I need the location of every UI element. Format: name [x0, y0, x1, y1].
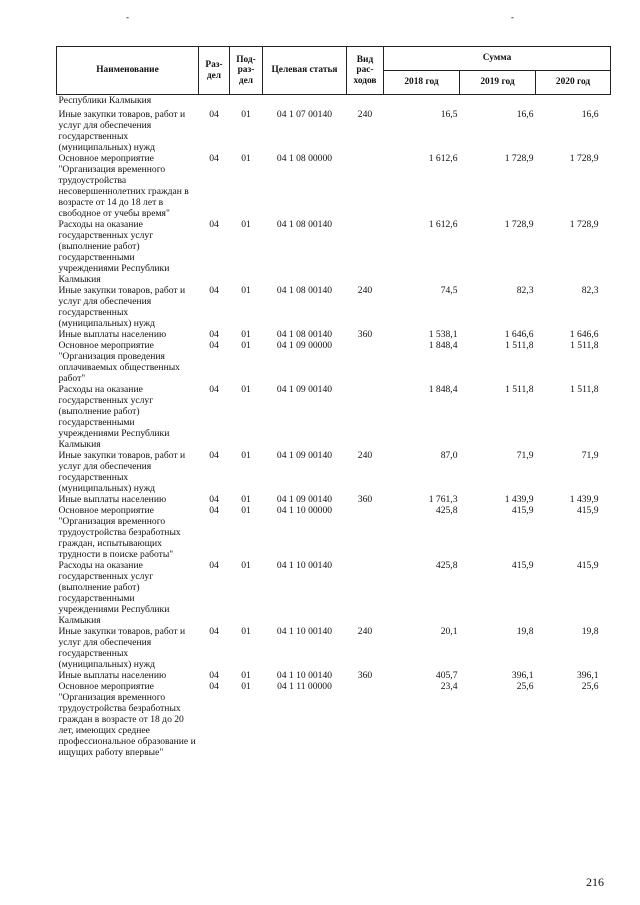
- row-podrazdel: 01: [241, 626, 251, 637]
- row-name: Основное мероприятие "Организация проведения оплачиваемых общественных работ": [58, 340, 180, 384]
- row-sum-2018: [384, 95, 460, 107]
- row-expense-type: 360: [357, 329, 373, 340]
- header-year-2018: 2018 год: [384, 71, 460, 95]
- row-sum-2020: 16,6: [581, 109, 599, 120]
- row-expense-type: [347, 681, 384, 758]
- row-sum-2019: 1 646,6: [504, 329, 534, 340]
- row-target-article: 04 1 08 00140: [276, 285, 333, 296]
- row-razdel: 04: [209, 670, 219, 681]
- row-razdel: 04: [209, 285, 219, 296]
- row-razdel: 04: [209, 153, 219, 164]
- row-sum-2019: 71,9: [516, 450, 534, 461]
- row-podrazdel: 01: [241, 219, 251, 230]
- row-sum-2018: 425,8: [435, 560, 458, 571]
- scan-mark-left: -: [126, 12, 129, 22]
- table-row: [57, 450, 611, 494]
- row-sum-2020: 1 728,9: [569, 153, 599, 164]
- table-row: [57, 505, 611, 560]
- row-target-article: 04 1 09 00000: [276, 340, 333, 351]
- row-sum-2020: 415,9: [576, 560, 599, 571]
- table-row: [57, 626, 611, 670]
- table-row: [57, 329, 611, 340]
- row-sum-2019: 415,9: [511, 560, 534, 571]
- row-name: Иные закупки товаров, работ и услуг для обеспечения государственных (муниципальных) нужд: [58, 109, 186, 153]
- row-podrazdel: 01: [241, 153, 251, 164]
- row-sum-2019: 16,6: [516, 109, 534, 120]
- header-expense-type: Вид рас- ходов: [347, 47, 384, 95]
- row-sum-2018: 405,7: [435, 670, 458, 681]
- row-sum-2019: 1 728,9: [504, 153, 534, 164]
- row-target-article: 04 1 09 00140: [276, 494, 333, 505]
- row-sum-2019: [460, 95, 536, 107]
- row-razdel: 04: [209, 681, 219, 692]
- row-razdel: 04: [209, 329, 219, 340]
- row-name: Расходы на оказание государственных услуг (выполнение работ) государственными учреждениями Республики Калмыкия: [58, 560, 170, 626]
- row-sum-2018: 1 848,4: [428, 340, 458, 351]
- row-podrazdel: 01: [241, 494, 251, 505]
- row-podrazdel: 01: [241, 681, 251, 692]
- table-row: [57, 681, 611, 758]
- row-expense-type: 360: [357, 670, 373, 681]
- table-row: [57, 384, 611, 450]
- row-sum-2019: 1 728,9: [504, 219, 534, 230]
- row-sum-2018: 1 612,6: [428, 219, 458, 230]
- row-razdel: 04: [209, 560, 219, 571]
- row-name: Расходы на оказание государственных услуг (выполнение работ) государственными учреждениями Республики Калмыкия: [58, 219, 170, 285]
- row-podrazdel: 01: [241, 109, 251, 120]
- row-sum-2018: 23,4: [440, 681, 458, 692]
- row-expense-type: [347, 560, 384, 626]
- row-name: Иные закупки товаров, работ и услуг для обеспечения государственных (муниципальных) нужд: [58, 285, 186, 329]
- header-name: Наименование: [57, 47, 199, 95]
- row-target-article: 04 1 10 00140: [276, 670, 333, 681]
- row-podrazdel: 01: [241, 670, 251, 681]
- row-sum-2020: 1 511,8: [570, 384, 599, 395]
- row-podrazdel: 01: [241, 285, 251, 296]
- table-row: [57, 340, 611, 384]
- row-target-article: 04 1 07 00140: [276, 109, 333, 120]
- row-name: Иные выплаты населению: [58, 494, 167, 505]
- row-sum-2020: 71,9: [581, 450, 599, 461]
- row-expense-type: 240: [357, 626, 373, 637]
- row-sum-2020: 82,3: [581, 285, 599, 296]
- table-row: [57, 106, 611, 153]
- row-podrazdel: 01: [241, 450, 251, 461]
- table-row: [57, 670, 611, 681]
- header-razdel: Раз- дел: [199, 47, 230, 95]
- row-expense-type: [347, 95, 384, 107]
- row-sum-2018: 1 612,6: [428, 153, 458, 164]
- row-sum-2019: 396,1: [511, 670, 534, 681]
- row-podrazdel: 01: [241, 329, 251, 340]
- row-target-article: 04 1 08 00000: [276, 153, 333, 164]
- table-row: [57, 494, 611, 505]
- row-expense-type: [347, 384, 384, 450]
- row-name: Основное мероприятие "Организация временного трудоустройства безработных граждан, испытывающих трудности в поиске работы": [58, 505, 181, 560]
- row-sum-2018: 20,1: [440, 626, 458, 637]
- page-number: 216: [586, 875, 604, 889]
- table-body: [57, 95, 611, 759]
- row-name: Основное мероприятие "Организация временного трудоустройства безработных граждан в возрасте от 18 до 20 лет, имеющих среднее профессиональное образование и ищущих работу впервые": [58, 681, 196, 758]
- table-row: [57, 285, 611, 329]
- budget-table: [56, 46, 611, 758]
- row-razdel: 04: [209, 494, 219, 505]
- row-name: Иные закупки товаров, работ и услуг для обеспечения государственных (муниципальных) нужд: [58, 450, 186, 494]
- row-podrazdel: 01: [241, 340, 251, 351]
- header-podrazdel: Под- раз- дел: [230, 47, 263, 95]
- row-target-article: 04 1 10 00000: [276, 505, 333, 516]
- row-sum-2018: 16,5: [440, 109, 458, 120]
- header-target-article: Целевая статья: [263, 47, 347, 95]
- row-expense-type: [347, 219, 384, 285]
- table-row: [57, 560, 611, 626]
- row-podrazdel: 01: [241, 560, 251, 571]
- row-sum-2020: 396,1: [576, 670, 599, 681]
- row-target-article: 04 1 11 00000: [277, 681, 332, 692]
- row-name: Основное мероприятие "Организация временного трудоустройства несовершеннолетних граждан в возрасте от 14 до 18 лет в свободное от учебы время": [58, 153, 189, 219]
- header-year-2020: 2020 год: [536, 71, 611, 95]
- table-row: [57, 95, 611, 107]
- row-sum-2019: 1 511,8: [505, 384, 534, 395]
- row-podrazdel: 01: [241, 505, 251, 516]
- row-razdel: 04: [209, 626, 219, 637]
- row-expense-type: [347, 153, 384, 219]
- row-razdel: 04: [209, 384, 219, 395]
- row-razdel: 04: [209, 505, 219, 516]
- row-sum-2020: 1 511,8: [570, 340, 599, 351]
- header-year-2019: 2019 год: [460, 71, 536, 95]
- row-expense-type: 240: [357, 109, 373, 120]
- row-sum-2018: 74,5: [440, 285, 458, 296]
- row-target-article: 04 1 08 00140: [276, 219, 333, 230]
- row-sum-2020: 1 728,9: [569, 219, 599, 230]
- row-sum-2019: 1 439,9: [504, 494, 534, 505]
- row-expense-type: 240: [357, 285, 373, 296]
- row-target-article: 04 1 10 00140: [276, 626, 333, 637]
- row-sum-2020: 1 439,9: [569, 494, 599, 505]
- row-sum-2019: 1 511,8: [505, 340, 534, 351]
- row-target-article: 04 1 10 00140: [276, 560, 333, 571]
- row-expense-type: [347, 340, 384, 384]
- row-expense-type: [347, 505, 384, 560]
- row-name: Иные выплаты населению: [58, 670, 167, 681]
- row-target-article: 04 1 09 00140: [276, 450, 333, 461]
- table-row: [57, 219, 611, 285]
- row-sum-2018: 1 538,1: [428, 329, 458, 340]
- table-header: [57, 47, 611, 95]
- row-sum-2019: 82,3: [516, 285, 534, 296]
- row-sum-2020: 25,6: [581, 681, 599, 692]
- row-sum-2018: 87,0: [440, 450, 458, 461]
- row-razdel: [199, 95, 230, 107]
- row-expense-type: 240: [357, 450, 373, 461]
- row-name: Расходы на оказание государственных услуг (выполнение работ) государственными учреждениями Республики Калмыкия: [58, 384, 170, 450]
- row-target-article: 04 1 09 00140: [276, 384, 333, 395]
- row-podrazdel: 01: [241, 384, 251, 395]
- table-row: [57, 153, 611, 219]
- row-podrazdel: [230, 95, 263, 107]
- row-sum-2018: 1 848,4: [428, 384, 458, 395]
- row-razdel: 04: [209, 450, 219, 461]
- row-razdel: 04: [209, 340, 219, 351]
- row-sum-2020: [536, 95, 611, 107]
- row-target-article: [263, 95, 347, 107]
- row-razdel: 04: [209, 109, 219, 120]
- row-sum-2019: 415,9: [511, 505, 534, 516]
- row-sum-2018: 425,8: [435, 505, 458, 516]
- row-sum-2020: 1 646,6: [569, 329, 599, 340]
- row-expense-type: 360: [357, 494, 373, 505]
- scan-mark-right: -: [511, 12, 514, 22]
- row-sum-2020: 415,9: [576, 505, 599, 516]
- row-sum-2018: 1 761,3: [428, 494, 458, 505]
- row-target-article: 04 1 08 00140: [276, 329, 333, 340]
- row-name: Иные выплаты населению: [58, 329, 167, 340]
- row-razdel: 04: [209, 219, 219, 230]
- row-sum-2019: 19,8: [516, 626, 534, 637]
- header-sum: Сумма: [384, 47, 611, 71]
- row-name: Иные закупки товаров, работ и услуг для обеспечения государственных (муниципальных) нужд: [58, 626, 186, 670]
- row-sum-2019: 25,6: [516, 681, 534, 692]
- row-sum-2020: 19,8: [581, 626, 599, 637]
- row-name: Республики Калмыкия: [58, 95, 152, 106]
